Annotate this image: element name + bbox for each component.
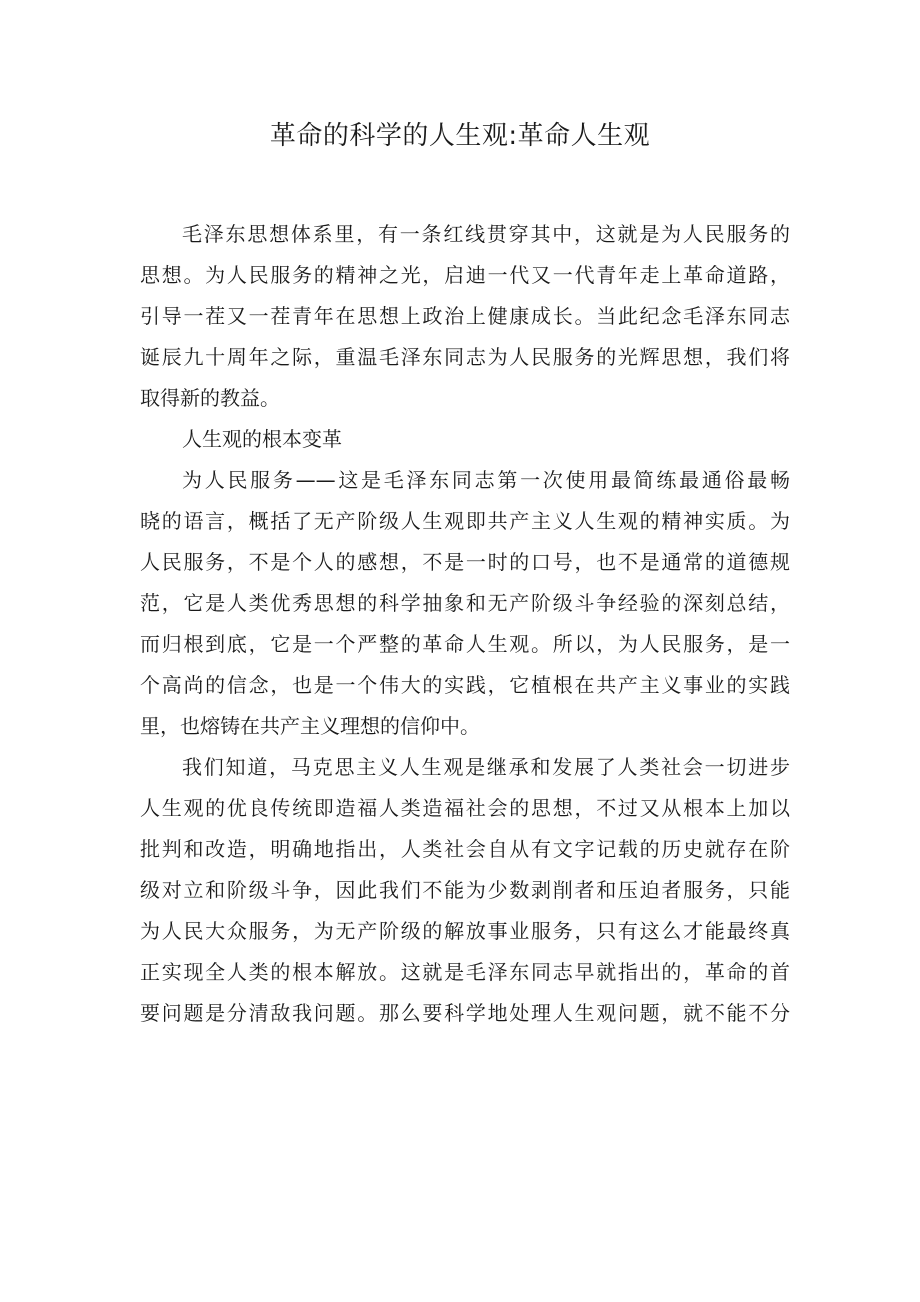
- paragraph-2-line-3: 人民服务，不是个人的感想，不是一时的口号，也不是通常的道德规: [140, 550, 790, 574]
- paragraph-3-line-2: 人生观的优良传统即造福人类造福社会的思想，不过又从根本上加以: [140, 796, 790, 820]
- paragraph-3-line-3: 批判和改造，明确地指出，人类社会自从有文字记载的历史就存在阶: [140, 837, 790, 861]
- paragraph-2-line-7: 里，也熔铸在共产主义理想的信仰中。: [140, 714, 480, 738]
- paragraph-3-line-7: 要问题是分清敌我问题。那么要科学地处理人生观问题，就不能不分: [140, 1001, 790, 1025]
- paragraph-3-line-1: 我们知道，马克思主义人生观是继承和发展了人类社会一切进步: [182, 755, 790, 779]
- paragraph-2-line-4: 范，它是人类优秀思想的科学抽象和无产阶级斗争经验的深刻总结，: [140, 591, 790, 615]
- paragraph-3-line-6: 正实现全人类的根本解放。这就是毛泽东同志早就指出的，革命的首: [140, 960, 790, 984]
- document-title: 革命的科学的人生观:革命人生观: [269, 121, 651, 151]
- paragraph-1-line-3: 引导一茬又一茬青年在思想上政治上健康成长。当此纪念毛泽东同志: [140, 304, 790, 328]
- section-heading: 人生观的根本变革: [182, 427, 342, 451]
- paragraph-2-line-5: 而归根到底，它是一个严整的革命人生观。所以，为人民服务，是一: [140, 632, 790, 656]
- paragraph-1-line-5: 取得新的教益。: [140, 386, 280, 410]
- paragraph-2-line-1: 为人民服务——这是毛泽东同志第一次使用最简练最通俗最畅: [182, 468, 790, 492]
- paragraph-2-line-2: 晓的语言，概括了无产阶级人生观即共产主义人生观的精神实质。为: [140, 509, 790, 533]
- paragraph-3-line-5: 为人民大众服务，为无产阶级的解放事业服务，只有这么才能最终真: [140, 919, 790, 943]
- document-body: [140, 214, 790, 1034]
- paragraph-1-line-1: 毛泽东思想体系里，有一条红线贯穿其中，这就是为人民服务的: [182, 222, 790, 246]
- paragraph-1-line-2: 思想。为人民服务的精神之光，启迪一代又一代青年走上革命道路，: [140, 263, 790, 287]
- paragraph-1-line-4: 诞辰九十周年之际，重温毛泽东同志为人民服务的光辉思想，我们将: [140, 345, 790, 369]
- paragraph-3-line-4: 级对立和阶级斗争，因此我们不能为少数剥削者和压迫者服务，只能: [140, 878, 790, 902]
- paragraph-2-line-6: 个高尚的信念，也是一个伟大的实践，它植根在共产主义事业的实践: [140, 673, 790, 697]
